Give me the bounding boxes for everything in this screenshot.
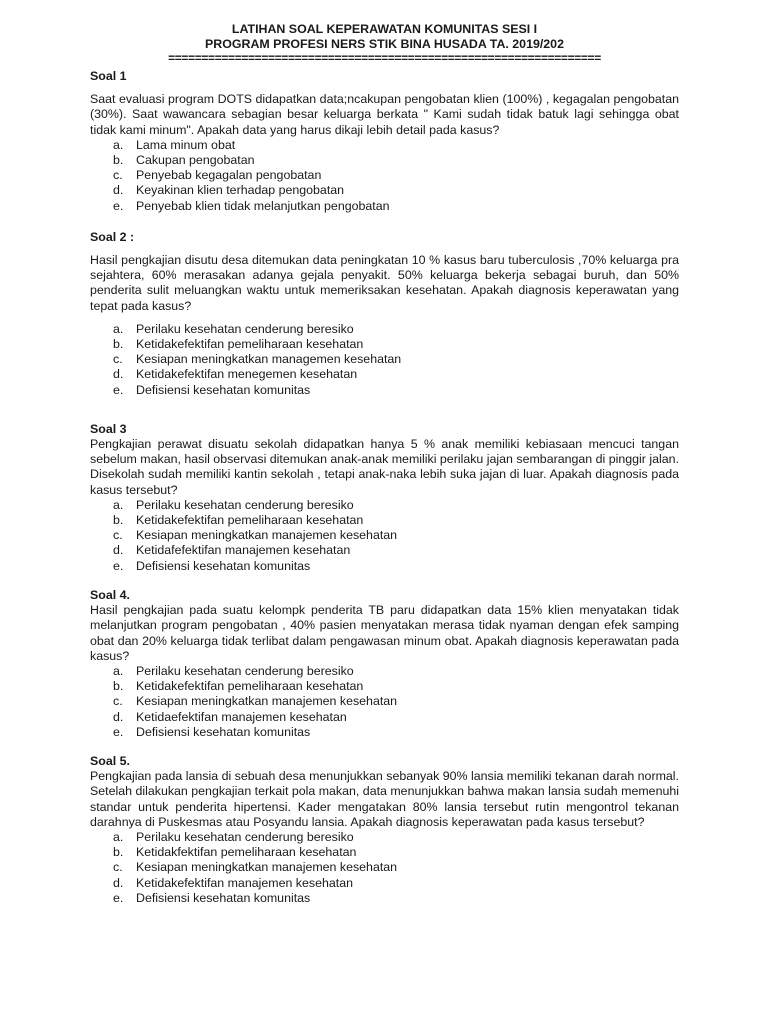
option-letter: e. (113, 558, 124, 573)
option-text: Perilaku kesehatan cenderung beresiko (136, 663, 354, 678)
option-text: Ketidafefektifan manajemen kesehatan (136, 543, 351, 558)
question-2 (90, 230, 679, 398)
answer-option[interactable] (90, 383, 679, 398)
answer-option[interactable] (90, 830, 679, 845)
option-letter: c. (113, 168, 123, 183)
answer-option[interactable] (90, 528, 679, 543)
option-text: Perilaku kesehatan cenderung beresiko (136, 497, 354, 512)
question-title: Soal 1 (90, 69, 127, 83)
answer-option[interactable] (90, 199, 679, 214)
answer-option[interactable] (90, 543, 679, 558)
option-letter: e. (113, 382, 124, 397)
question-text: Hasil pengkajian disutu desa ditemukan data peningkatan 10 % kasus baru tuberculosis ,70% keluarga pra sejahtera, 60% merasakan adanya gejala penyakit. 50% keluarga bekerja sebagai buruh, dan 50% penderita sulit meluangkan waktu untuk memeriksakan kesehatan. Apakah diagnosis keperawatan yang tepat pada kasus? (90, 253, 679, 313)
option-letter: e. (113, 890, 124, 905)
option-letter: a. (113, 321, 124, 336)
option-letter: b. (113, 337, 124, 352)
answer-option[interactable] (90, 498, 679, 513)
option-text: Penyebab kegagalan pengobatan (136, 168, 322, 183)
option-letter: a. (113, 829, 124, 844)
option-text: Ketidakefektifan pemeliharaan kesehatan (136, 513, 364, 528)
option-text: Ketidaefektifan manajemen kesehatan (136, 709, 347, 724)
answer-option[interactable] (90, 367, 679, 382)
option-text: Defisiensi kesehatan komunitas (136, 724, 311, 739)
option-text: Cakupan pengobatan (136, 153, 255, 168)
question-3 (90, 422, 679, 574)
answer-option[interactable] (90, 679, 679, 694)
answer-option[interactable] (90, 322, 679, 337)
question-5 (90, 754, 679, 906)
answer-option[interactable] (90, 891, 679, 906)
option-letter: c. (113, 860, 123, 875)
answer-options (90, 664, 679, 740)
question-title: Soal 5. (90, 753, 130, 768)
option-text: Perilaku kesehatan cenderung beresiko (136, 321, 354, 336)
answer-option[interactable] (90, 694, 679, 709)
answer-option[interactable] (90, 183, 679, 198)
option-text: Ketidakefektifan pemeliharaan kesehatan (136, 337, 364, 352)
option-text: Kesiapan meningkatkan manajemen kesehatan (136, 694, 398, 709)
option-letter: b. (113, 679, 124, 694)
option-text: Lama minum obat (136, 137, 236, 152)
question-1 (90, 69, 679, 214)
header-divider: ================================================================= (168, 52, 601, 65)
answer-option[interactable] (90, 337, 679, 352)
question-title: Soal 2 : (90, 229, 135, 244)
option-letter: a. (113, 497, 124, 512)
answer-option[interactable] (90, 513, 679, 528)
answer-options (90, 138, 679, 214)
option-letter: b. (113, 845, 124, 860)
option-letter: d. (113, 543, 124, 558)
answer-option[interactable] (90, 845, 679, 860)
document-header (90, 22, 679, 52)
answer-option[interactable] (90, 138, 679, 153)
question-text: Hasil pengkajian pada suatu kelompk penderita TB paru didapatkan data 15% klien menyatakan tidak melanjutkan program pengobatan , 40% pasien menyatakan merasa tidak nyaman dengan efek samping obat dan 20% keluarga tidak terlibat dalam pengawasan minum obat. Apakah diagnosis keperawatan pada kasus? (90, 603, 679, 663)
answer-option[interactable] (90, 352, 679, 367)
question-title: Soal 4. (90, 587, 130, 602)
answer-options (90, 830, 679, 906)
option-letter: a. (113, 137, 124, 152)
option-letter: e. (113, 724, 124, 739)
answer-option[interactable] (90, 725, 679, 740)
answer-option[interactable] (90, 664, 679, 679)
option-text: Kesiapan meningkatkan manajemen kesehatan (136, 528, 398, 543)
answer-option[interactable] (90, 168, 679, 183)
option-letter: c. (113, 694, 123, 709)
question-4 (90, 588, 679, 740)
option-letter: d. (113, 183, 124, 198)
option-text: Defisiensi kesehatan komunitas (136, 382, 311, 397)
option-text: Defisiensi kesehatan komunitas (136, 890, 311, 905)
option-text: Ketidakefektifan pemeliharaan kesehatan (136, 679, 364, 694)
question-text: Pengkajian pada lansia di sebuah desa menunjukkan sebanyak 90% lansia memiliki tekanan darah normal. Setelah dilakukan pengkajian terkait pola makan, data menunjukkan bahwa makan lansia sudah memenuhi standar untuk penderita hipertensi. Kader mengatakan 80% lansia tersebut rutin mengontrol tekanan darahnya di Puskesmas atau Posyandu lansia. Apakah diagnosis keperawatan pada kasus tersebut? (90, 769, 679, 829)
option-letter: e. (113, 198, 124, 213)
answer-option[interactable] (90, 876, 679, 891)
option-text: Ketidakfektifan pemeliharaan kesehatan (136, 845, 357, 860)
answer-option[interactable] (90, 710, 679, 725)
answer-options (90, 322, 679, 398)
option-letter: a. (113, 663, 124, 678)
header-title-line1: LATIHAN SOAL KEPERAWATAN KOMUNITAS SESI I (231, 22, 538, 36)
answer-option[interactable] (90, 860, 679, 875)
question-text: Saat evaluasi program DOTS didapatkan data;ncakupan pengobatan klien (100%) , kegagalan pengobatan (30%). Saat wawancara sebagian besar keluarga berkata " Kami sudah tidak batuk lagi sehingga obat tidak kami minum". Apakah data yang harus dikaji lebih detail pada kasus? (90, 92, 679, 137)
option-text: Ketidakefektifan manajemen kesehatan (136, 875, 353, 890)
option-text: Defisiensi kesehatan komunitas (136, 558, 311, 573)
option-letter: b. (113, 153, 124, 168)
option-text: Keyakinan klien terhadap pengobatan (136, 183, 345, 198)
document-page (90, 22, 679, 906)
option-letter: b. (113, 513, 124, 528)
option-text: Kesiapan meningkatkan manajemen kesehatan (136, 860, 398, 875)
question-text: Pengkajian perawat disuatu sekolah didapatkan hanya 5 % anak memiliki kebiasaan mencuci tangan sebelum makan, hasil observasi ditemukan anak-anak memiliki perilaku jajan sembarangan di pinggir jalan. Disekolah sudah memiliki kantin sekolah , tetapi anak-naka lebih suka jajan di luar. Apakah diagnosis pada kasus tersebut? (90, 437, 679, 497)
header-title-line2: PROGRAM PROFESI NERS STIK BINA HUSADA TA. 2019/202 (205, 37, 564, 51)
answer-option[interactable] (90, 559, 679, 574)
option-text: Ketidakefektifan menegemen kesehatan (136, 367, 358, 382)
option-text: Penyebab klien tidak melanjutkan pengobatan (136, 198, 390, 213)
option-text: Perilaku kesehatan cenderung beresiko (136, 829, 354, 844)
option-letter: d. (113, 367, 124, 382)
option-letter: c. (113, 528, 123, 543)
option-text: Kesiapan meningkatkan managemen kesehatan (136, 352, 402, 367)
option-letter: d. (113, 875, 124, 890)
question-title: Soal 3 (90, 421, 127, 436)
option-letter: c. (113, 352, 123, 367)
answer-options (90, 498, 679, 574)
option-letter: d. (113, 709, 124, 724)
answer-option[interactable] (90, 153, 679, 168)
